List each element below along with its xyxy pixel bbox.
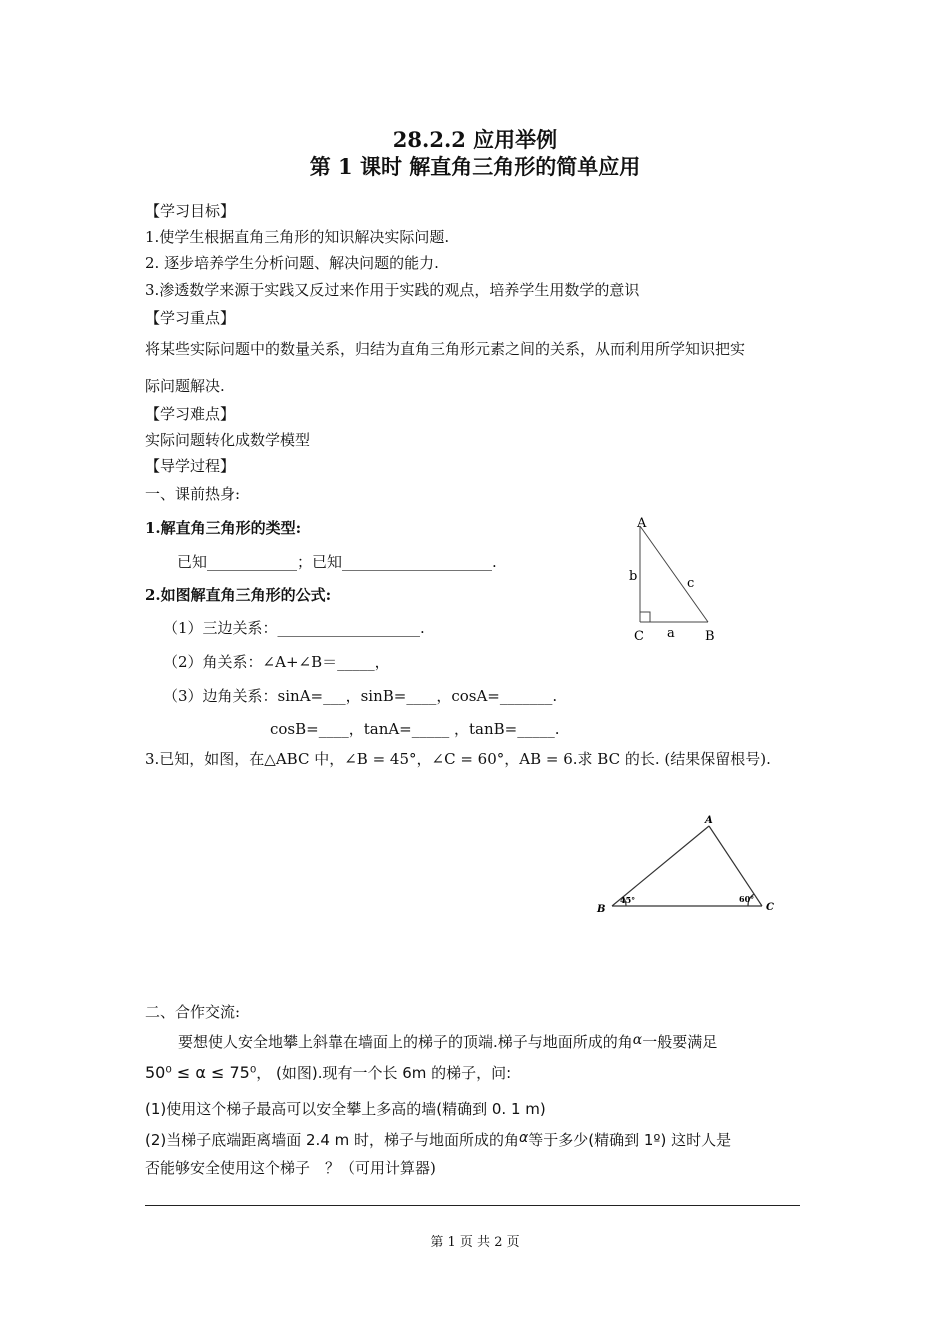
- ladder-problem-intro: [178, 1031, 717, 1052]
- page-number: 第 1 页 共 2 页: [430, 1235, 520, 1250]
- warmup-section-heading: 一、课前热身:: [145, 485, 241, 503]
- alpha-symbol: α: [632, 1032, 643, 1048]
- objective-item: 2. 逐步培养学生分析问题、解决问题的能力.: [145, 254, 439, 272]
- question-1-title: 1.解直角三角形的类型:: [145, 519, 302, 537]
- vertex-label-a: A: [637, 516, 647, 531]
- triangle-side-c: [640, 526, 708, 622]
- question-1-blanks: 已知____________；已知____________________.: [177, 553, 497, 571]
- cooperation-section-heading: 二、合作交流:: [145, 1003, 241, 1021]
- side-label-a: a: [667, 626, 675, 641]
- right-triangle-figure: [620, 510, 730, 650]
- objective-item: 1.使学生根据直角三角形的知识解决实际问题.: [145, 228, 450, 246]
- side-label-c: c: [687, 576, 695, 591]
- ladder-angle-condition: [145, 1062, 511, 1083]
- formula-angles: （2）角关系：∠A+∠B＝_____，: [163, 653, 390, 671]
- right-angle-marker: [640, 612, 650, 622]
- question-3: 3.已知，如图，在△ABC 中，∠B = 45°，∠C = 60°，AB = 6.求 BC 的长. (结果保留根号).: [145, 750, 771, 768]
- ladder-question-2-text: (2)当梯子底端距离墙面 2.4 m 时，梯子与地面所成的角: [145, 1131, 520, 1149]
- formula-side-angle: （3）边角关系：sinA=___，sinB=____，cosA=_______.: [163, 687, 558, 705]
- footer-divider: [145, 1205, 800, 1206]
- triangle-abc-figure: [590, 812, 790, 917]
- key-points-heading: 【学习重点】: [145, 309, 236, 327]
- vertex-label-b: B: [597, 904, 606, 915]
- lesson-number-title: 28.2.2 应用举例: [392, 127, 558, 152]
- angle-label-c: 60°: [739, 894, 755, 904]
- angle-inequality: 50⁰ ≤ α ≤ 75⁰: [145, 1063, 257, 1082]
- key-points-text-continued: 际问题解决.: [145, 377, 225, 395]
- ladder-question-2: [145, 1129, 731, 1150]
- key-points-text: 将某些实际问题中的数量关系，归结为直角三角形元素之间的关系，从而利用所学知识把实: [145, 340, 746, 358]
- ladder-length-text: ， (如图).现有一个长 6m 的梯子，问:: [256, 1064, 512, 1082]
- side-label-b: b: [629, 569, 638, 584]
- vertex-label-c: C: [634, 629, 644, 644]
- triangle-side-ab: [612, 826, 709, 906]
- process-heading: 【导学过程】: [145, 457, 236, 475]
- angle-label-b: 45°: [620, 895, 636, 905]
- vertex-label-b: B: [705, 629, 715, 644]
- ladder-question-2-continued: 否能够安全使用这个梯子 ？（可用计算器): [145, 1159, 436, 1177]
- ladder-question-1: (1)使用这个梯子最高可以安全攀上多高的墙(精确到 0. 1 m): [145, 1100, 546, 1118]
- difficulty-heading: 【学习难点】: [145, 405, 236, 423]
- objectives-heading: 【学习目标】: [145, 202, 236, 220]
- objective-item: 3.渗透数学来源于实践又反过来作用于实践的观点，培养学生用数学的意识: [145, 281, 640, 299]
- lesson-title: 第 1 课时 解直角三角形的简单应用: [309, 154, 641, 179]
- alpha-symbol: α: [519, 1130, 529, 1146]
- vertex-label-a: A: [705, 815, 713, 826]
- difficulty-text: 实际问题转化成数学模型: [145, 431, 311, 449]
- question-2-title: 2.如图解直角三角形的公式:: [145, 586, 332, 604]
- ladder-problem-text: 要想使人安全地攀上斜靠在墙面上的梯子的顶端.梯子与地面所成的角: [178, 1033, 633, 1051]
- ladder-question-2-text-tail: 等于多少(精确到 1º) 这时人是: [528, 1131, 732, 1149]
- ladder-problem-text-tail: 一般要满足: [642, 1033, 718, 1051]
- formula-sides: （1）三边关系：___________________.: [163, 619, 425, 637]
- formula-side-angle-continued: cosB=____，tanA=_____ ，tanB=_____.: [270, 720, 560, 738]
- vertex-label-c: C: [766, 902, 774, 913]
